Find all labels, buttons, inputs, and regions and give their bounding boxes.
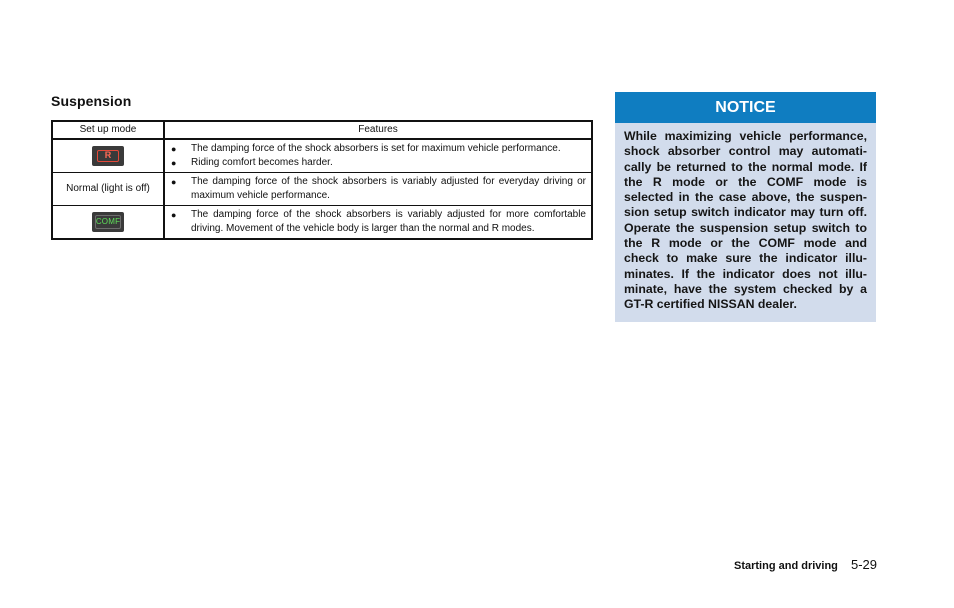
mode-cell-normal: Normal (light is off) <box>52 173 164 206</box>
features-cell-comf <box>164 206 592 240</box>
features-cell-normal <box>164 173 592 206</box>
notice-title: NOTICE <box>615 92 876 123</box>
page-number: 5-29 <box>850 557 877 572</box>
header-features: Features <box>164 121 592 139</box>
suspension-modes-table <box>51 120 593 240</box>
mode-cell-r <box>52 139 164 173</box>
bullet-icon: ● <box>171 158 177 168</box>
r-mode-indicator-icon: R <box>92 146 124 166</box>
footer-section-name: Starting and driving <box>734 560 838 572</box>
header-set-up-mode: Set up mode <box>52 121 164 139</box>
notice-body: While maximizing vehicle performance, shock absorber control may automati-cally be returned to the normal mode. If the R mode or the COMF mode is selected in the case above, the suspen-sion setup switch indicator may turn off. Operate the suspension setup switch to the R mode or the COMF mode and check to make sure the indicator illu-minates. If the indicator does not illu-minate, have the system checked by a GT-R certified NISSAN dealer. <box>624 129 867 312</box>
list-item <box>169 175 586 203</box>
bullet-icon: ● <box>171 210 177 220</box>
list-item <box>169 156 586 170</box>
feature-text: The damping force of the shock absorbers is variably adjusted for more comfortable driving. Movement of the vehicle body is larger than the normal and R modes. <box>191 209 586 234</box>
list-item <box>169 208 586 236</box>
table-row-normal-mode <box>52 173 592 206</box>
comf-mode-indicator-icon: COMF <box>92 212 124 232</box>
feature-text: Riding comfort becomes harder. <box>191 157 333 168</box>
mode-cell-comf <box>52 206 164 240</box>
feature-text: The damping force of the shock absorbers is set for maximum vehicle performance. <box>191 143 561 154</box>
page-footer <box>734 557 877 572</box>
table-row-comf-mode <box>52 206 592 240</box>
features-cell-r <box>164 139 592 173</box>
table-header-row <box>52 121 592 139</box>
bullet-icon: ● <box>171 144 177 154</box>
notice-box <box>615 92 876 322</box>
bullet-icon: ● <box>171 177 177 187</box>
list-item <box>169 142 586 156</box>
section-title: Suspension <box>51 93 132 109</box>
table-row-r-mode <box>52 139 592 173</box>
feature-text: The damping force of the shock absorbers is variably adjusted for everyday driving or maximum vehicle performance. <box>191 176 586 201</box>
